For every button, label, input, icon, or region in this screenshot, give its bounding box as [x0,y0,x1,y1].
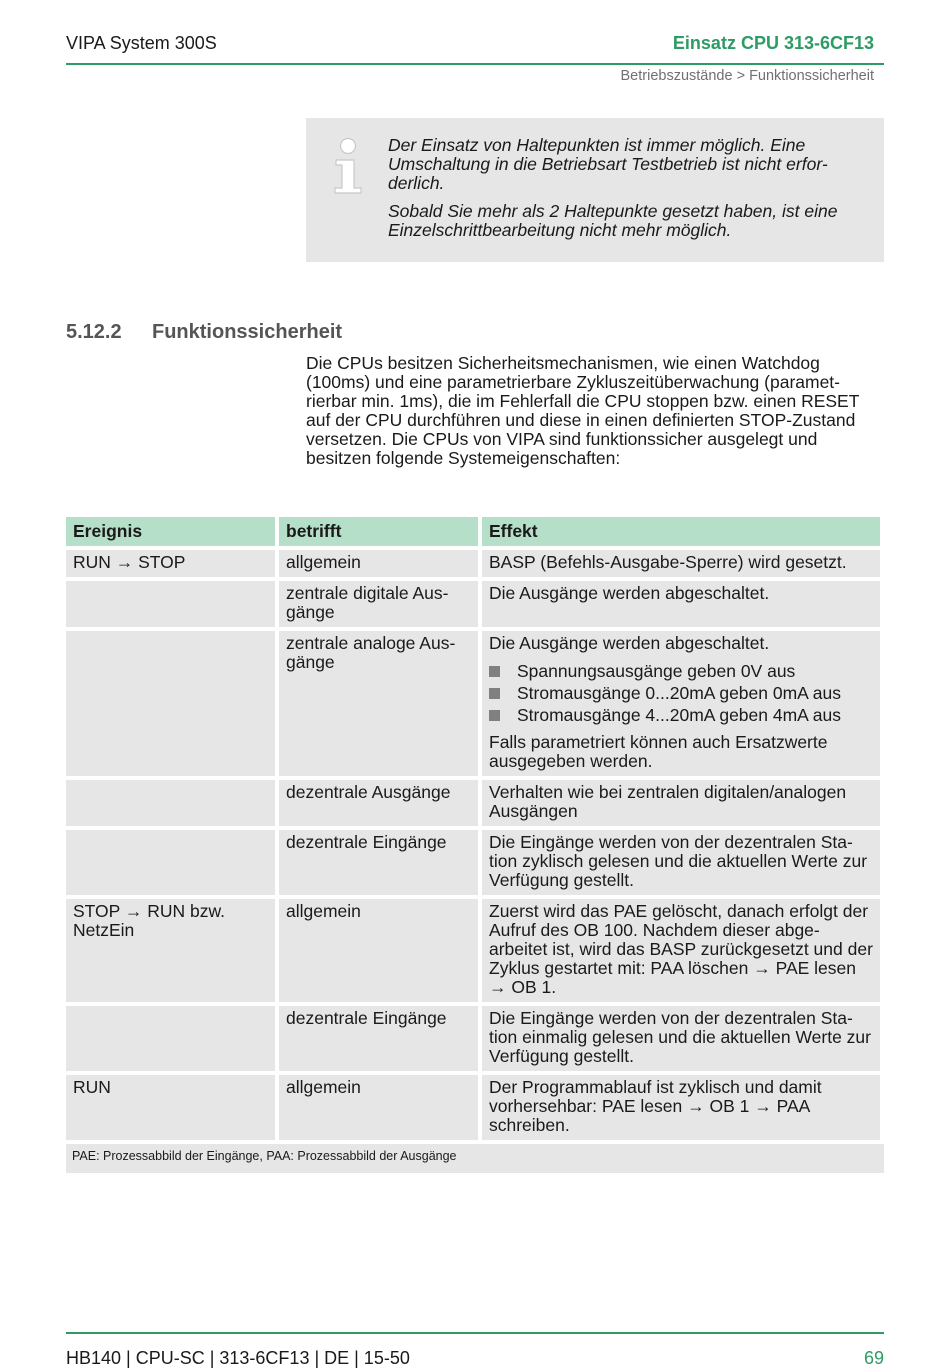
table-row [66,780,884,826]
cell-effekt: Der Programmablauf ist zyklisch und damit vorhersehbar: PAE lesen → OB 1 → PAA schreiben. [482,1075,880,1140]
cell-effekt: Verhalten wie bei zentralen digitalen/analogen Ausgängen [482,780,880,826]
footer-document-id: HB140 | CPU-SC | 313-6CF13 | DE | 15-50 [66,1348,410,1368]
section-title: Funktionssicherheit [152,321,343,343]
cell-betrifft: allgemein [279,550,478,577]
section-number: 5.12.2 [66,321,122,343]
breadcrumb: Betriebszustände > Funktionssicherheit [620,68,874,84]
cell-ereignis [66,830,275,895]
cell-ereignis [66,780,275,826]
cell-effekt: Zuerst wird das PAE gelöscht, danach erfolgt der Aufruf des OB 100. Nachdem dieser abge-arbeitet ist, wird das BASP zurückgesetzt und der Zyklus gestartet mit: PAA löschen → PAE lesen → OB 1. [482,899,880,1002]
cell-betrifft: dezentrale Eingänge [279,830,478,895]
cell-effekt: Die Eingänge werden von der dezentralen Sta-tion einmalig gelesen und die aktuellen Werte zur Verfügung gestellt. [482,1006,880,1071]
table-row [66,581,884,627]
table-row [66,830,884,895]
list-item-text: Stromausgänge 0...20mA geben 0mA aus [517,683,841,703]
cell-betrifft: zentrale digitale Aus-gänge [279,581,478,627]
list-item [489,682,874,704]
effekt-text: Die Ausgänge werden abgeschaltet. [489,633,770,653]
header-manual-title: VIPA System 300S [66,33,217,53]
table-row [66,1075,884,1140]
cell-ereignis: RUN [66,1075,275,1140]
safety-table [66,517,884,1173]
cell-ereignis [66,1006,275,1071]
bullet-list [489,660,874,726]
effekt-text-after: Falls parametriert können auch Ersatzwerte ausgegeben werden. [489,732,828,771]
cell-effekt: Die Ausgänge werden abgeschaltet. [482,581,880,627]
footer-divider [66,1332,884,1334]
note-text [388,136,874,240]
cell-betrifft: zentrale analoge Aus-gänge [279,631,478,776]
page-number: 69 [863,1348,884,1368]
column-header-ereignis: Ereignis [66,517,275,546]
bullet-square-icon [489,688,500,699]
list-item [489,704,874,726]
table-row [66,1006,884,1071]
table-header-row [66,517,884,546]
header-chapter-title: Einsatz CPU 313-6CF13 [672,33,874,53]
table-row [66,899,884,1002]
bullet-square-icon [489,710,500,721]
table-row [66,631,884,776]
bullet-square-icon [489,666,500,677]
column-header-effekt: Effekt [482,517,880,546]
column-header-betrifft: betrifft [279,517,478,546]
cell-effekt [482,631,880,776]
cell-betrifft: dezentrale Eingänge [279,1006,478,1071]
header-divider [66,63,884,65]
list-item [489,660,874,682]
cell-betrifft: dezentrale Ausgänge [279,780,478,826]
section-intro: Die CPUs besitzen Sicherheitsmechanismen, wie einen Watchdog (100ms) und eine parametrierbare Zykluszeitüberwachung (paramet-rierbar min. 1ms), die im Fehlerfall die CPU stoppen bzw. einen RESET auf der CPU durchführen und diese in einen definierten STOP-Zustand versetzen. Die CPUs von VIPA sind funktionssicher ausgelegt und besitzen folgende Systemeigenschaften: [306,353,860,468]
info-icon [330,136,366,196]
list-item-text: Stromausgänge 4...20mA geben 4mA aus [517,705,841,725]
table-footnote: PAE: Prozessabbild der Eingänge, PAA: Prozessabbild der Ausgänge [66,1144,884,1173]
cell-betrifft: allgemein [279,1075,478,1140]
cell-effekt: Die Eingänge werden von der dezentralen Sta-tion zyklisch gelesen und die aktuellen Werte zur Verfügung gestellt. [482,830,880,895]
note-paragraph-2: Sobald Sie mehr als 2 Haltepunkte gesetzt haben, ist eine Einzelschrittbearbeitung nicht mehr möglich. [388,201,838,240]
note-paragraph-1: Der Einsatz von Haltepunkten ist immer möglich. Eine Umschaltung in die Betriebsart Testbetrieb ist nicht erfor-derlich. [388,135,828,193]
table-row [66,550,884,577]
cell-ereignis [66,581,275,627]
cell-effekt: BASP (Befehls-Ausgabe-Sperre) wird gesetzt. [482,550,880,577]
cell-ereignis: STOP → RUN bzw. NetzEin [66,899,275,1002]
cell-betrifft: allgemein [279,899,478,1002]
cell-ereignis [66,631,275,776]
info-note [306,118,884,262]
cell-ereignis: RUN → STOP [66,550,275,577]
list-item-text: Spannungsausgänge geben 0V aus [517,661,796,681]
